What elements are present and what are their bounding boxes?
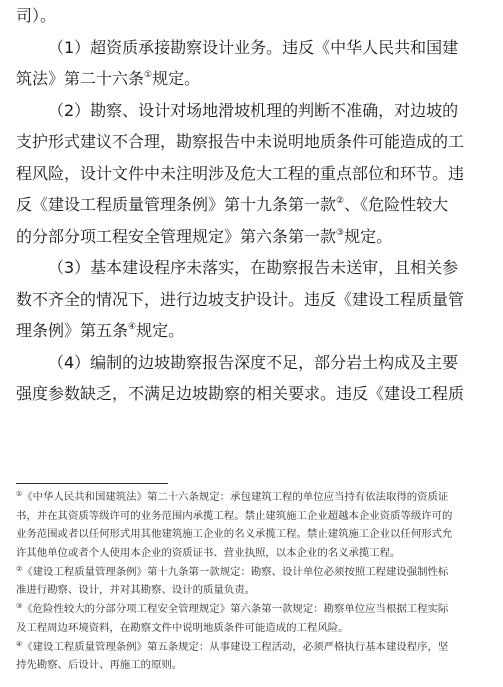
footnote-mark-3: ③ — [16, 602, 23, 611]
text-run: 理条例》第五条 — [16, 321, 129, 340]
footnote-ref-4[interactable]: ④ — [128, 322, 137, 332]
paragraph-3-line-3 — [16, 315, 493, 347]
footnote-4-line-2: 持先勘察、后设计、再施工的原则。 — [16, 659, 183, 672]
paragraph-fragment: 司）。 — [16, 6, 57, 25]
paragraph-2-line-5 — [16, 221, 493, 253]
footnote-3-line-1 — [16, 600, 493, 619]
text-run: 筑法》第二十六条 — [16, 69, 145, 88]
footnote-3-line-2: 及工程周边环境资料，在勘察文件中说明地质条件可能造成的工程风险。 — [16, 621, 349, 634]
footnote-ref-1[interactable]: ① — [144, 70, 153, 80]
paragraph-3-line-1: （3）基本建设程序未落实，在勘察报告未送审，且相关参 — [48, 258, 459, 277]
paragraph-2-line-1: （2）勘察、设计对场地滑坡机理的判断不准确，对边坡的 — [48, 100, 459, 120]
footnote-mark-2: ② — [16, 564, 23, 573]
paragraph-3-line-2: 数不齐全的情况下，进行边坡支护设计。违反《建设工程质量管 — [16, 289, 465, 309]
text-run: 规定。 — [136, 321, 185, 340]
footnote-text: 《建设工程质量管理条例》第十九条第一款规定：勘察、设计单位必须按照工程建设强制性标 — [22, 565, 449, 578]
footnote-2-line-2: 准进行勘察、设计，并对其勘察、设计的质量负责。 — [16, 584, 255, 597]
footnote-text: 《中华人民共和国建筑法》第二十六条规定：承包建筑工程的单位应当持有依法取得的资质证 — [22, 491, 449, 503]
footnote-1-line-3: 业务范围或者以任何形式用其他建筑施工企业的名义承揽工程。禁止建筑施工企业以任何形式允 — [16, 528, 453, 541]
footnote-mark-1: ① — [16, 490, 23, 498]
paragraph-2-line-2: 支护形式建议不合理，勘察报告中未说明地质条件可能造成的工 — [16, 132, 465, 151]
footnote-1-line-2: 书，并在其资质等级许可的业务范围内承揽工程。禁止建筑施工企业超越本企业资质等级许可的 — [16, 509, 453, 522]
text-run: 规定。 — [152, 69, 201, 88]
footnote-1-line-4: 许其他单位或者个人使用本企业的资质证书、营业执照，以本企业的名义承揽工程。 — [16, 547, 401, 560]
body-text — [16, 0, 493, 410]
text-run: 规定。 — [344, 226, 393, 246]
footnote-text: 《建设工程质量管理条例》第五条规定：从事建设工程活动，必须严格执行基本建设程序，坚 — [22, 640, 449, 653]
footnotes — [16, 488, 493, 675]
footnote-2-line-1 — [16, 563, 493, 582]
paragraph-4-line-2: 强度参数缺乏，不满足边坡勘察的相关要求。违反《建设工程质 — [16, 384, 465, 403]
paragraph-2-line-3: 程风险，设计文件中未注明涉及危大工程的重点部位和环节。违 — [16, 163, 465, 183]
paragraph-1-line-1: （1）超资质承接勘察设计业务。违反《中华人民共和国建 — [48, 37, 459, 57]
footnote-separator — [16, 483, 168, 484]
paragraph-1-line-2 — [16, 63, 493, 95]
paragraph-4-line-1: （4）编制的边坡勘察报告深度不足，部分岩土构成及主要 — [48, 352, 459, 372]
paragraph-2-line-4 — [16, 189, 493, 221]
footnote-4-line-1 — [16, 638, 493, 657]
text-run: 反《建设工程质量管理条例》第十九条第一款 — [16, 195, 337, 214]
footnote-1-line-1 — [16, 488, 493, 507]
footnote-ref-3[interactable]: ③ — [336, 227, 345, 238]
text-run: 、《危险性较大 — [344, 195, 449, 214]
footnote-ref-2[interactable]: ② — [336, 196, 345, 206]
footnote-mark-4: ④ — [16, 639, 23, 648]
text-run: 的分部分项工程安全管理规定》第六条第一款 — [16, 226, 337, 246]
footnote-text: 《危险性较大的分部分项工程安全管理规定》第六条第一款规定：勘察单位应当根据工程实际 — [22, 603, 449, 616]
